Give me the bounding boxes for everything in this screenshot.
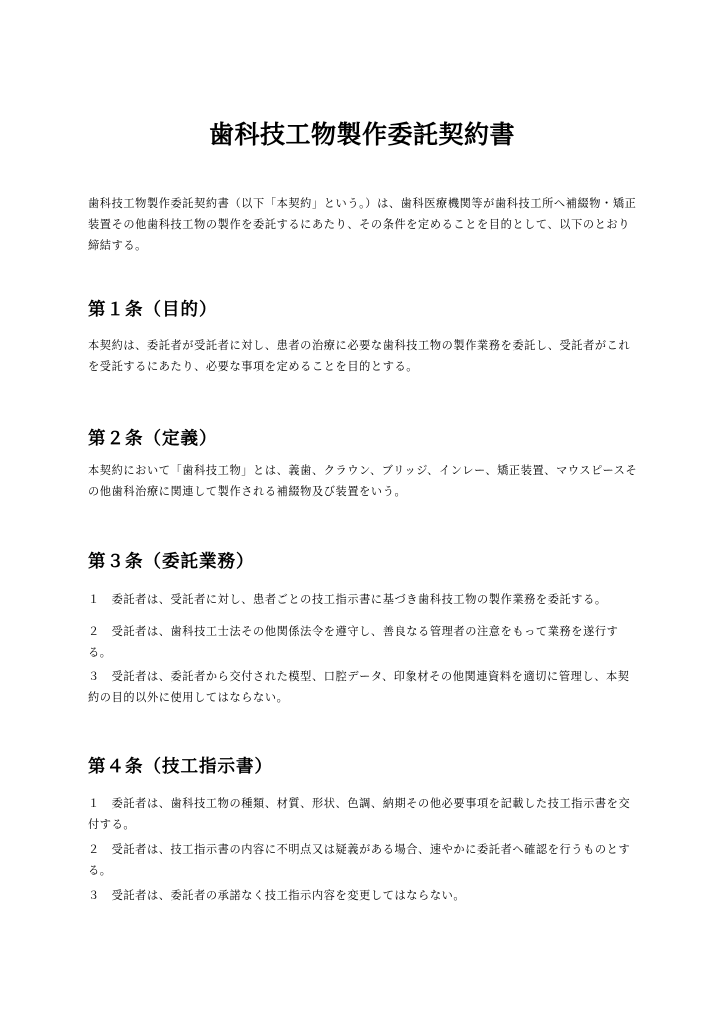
article-3-paragraph-3: ３ 受託者は、委託者から交付された模型、口腔データ、印象材その他関連資料を適切に管理し、本契約の目的以外に使用してはならない。 [88, 670, 630, 704]
article-4-paragraph-1: １ 委託者は、歯科技工物の種類、材質、形状、色調、納期その他必要事項を記載した技工指示書を交付する。 [88, 797, 631, 831]
article-4-paragraph-3: ３ 受託者は、委託者の承諾なく技工指示内容を変更してはならない。 [88, 889, 466, 902]
article-3-heading: 第３条（委託業務） [88, 552, 255, 572]
article-1-heading: 第１条（目的） [88, 300, 218, 320]
article-2-paragraph: 本契約において「歯科技工物」とは、義歯、クラウン、ブリッジ、インレー、矯正装置、マウスピースその他歯科治療に関連して製作される補綴物及び装置をいう。 [88, 464, 638, 498]
article-4-heading: 第４条（技工指示書） [88, 757, 273, 777]
article-2-heading: 第２条（定義） [88, 429, 218, 449]
preamble-paragraph: 歯科技工物製作委託契約書（以下「本契約」という。）は、歯科医療機関等が歯科技工所へ補綴物・矯正装置その他歯科技工物の製作を委託するにあたり、その条件を定めることを目的として、以下のとおり締結する。 [88, 197, 637, 252]
article-1-paragraph: 本契約は、委託者が受託者に対し、患者の治療に必要な歯科技工物の製作業務を委託し、受託者がこれを受託するにあたり、必要な事項を定めることを目的とする。 [88, 339, 631, 373]
article-4-paragraph-2: ２ 受託者は、技工指示書の内容に不明点又は疑義がある場合、速やかに委託者へ確認を行うものとする。 [88, 843, 631, 877]
document-title: 歯科技工物製作委託契約書 [208, 120, 515, 149]
article-3-paragraph-2: ２ 受託者は、歯科技工士法その他関係法令を遵守し、善良なる管理者の注意をもって業務を遂行する。 [88, 625, 619, 659]
article-3-paragraph-1: １ 委託者は、受託者に対し、患者ごとの技工指示書に基づき歯科技工物の製作業務を委託する。 [88, 593, 607, 606]
